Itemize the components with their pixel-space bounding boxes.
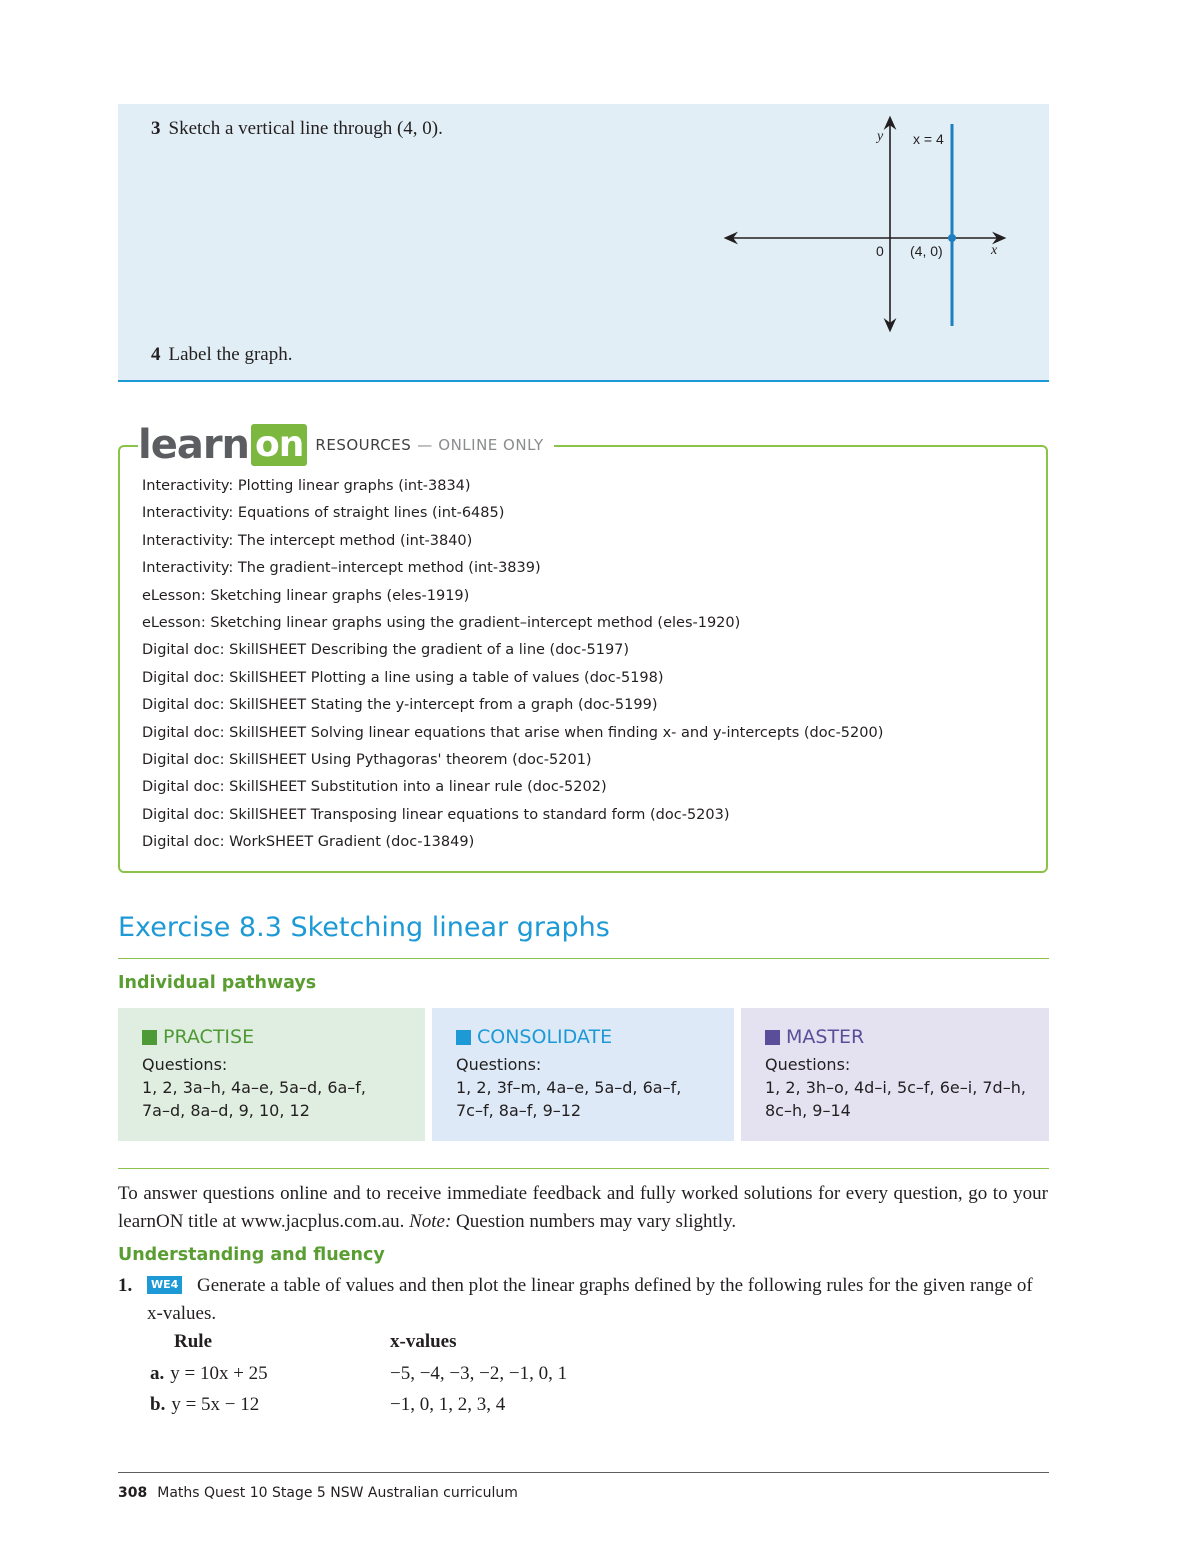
square-icon bbox=[765, 1030, 780, 1045]
note-label: Note: bbox=[409, 1211, 452, 1232]
online-instructions-text: To answer questions online and to receive immediate feedback and fully worked solutions for every question, go to your learnON title at www.jacplus.com.au. bbox=[118, 1183, 1048, 1232]
resource-link[interactable]: Digital doc: SkillSHEET Solving linear equations that arise when finding x- and y-intercepts (doc-5200) bbox=[142, 724, 884, 741]
pathway-consolidate-title bbox=[456, 1026, 734, 1049]
questions-line-1: 1, 2, 3h–o, 4d–i, 5c–f, 6e–i, 7d–h, bbox=[765, 1078, 1026, 1097]
note-text: Question numbers may vary slightly. bbox=[456, 1211, 737, 1232]
resources-label: RESOURCES bbox=[315, 436, 412, 454]
line-label: x = 4 bbox=[913, 131, 944, 147]
resources-dash: — bbox=[417, 436, 433, 454]
pathway-practise bbox=[118, 1008, 425, 1141]
online-instructions bbox=[118, 1180, 1048, 1236]
questions-line-1: 1, 2, 3a–h, 4a–e, 5a–d, 6a–f, bbox=[142, 1078, 367, 1097]
pathway-master-label: MASTER bbox=[786, 1026, 865, 1048]
square-icon bbox=[142, 1030, 157, 1045]
learnon-logo-learn: learn bbox=[138, 422, 250, 468]
pathway-master bbox=[741, 1008, 1049, 1141]
learnon-logo-on: on bbox=[251, 424, 307, 466]
questions-label: Questions: bbox=[142, 1055, 228, 1074]
resource-list bbox=[142, 476, 883, 859]
learnon-header bbox=[138, 422, 554, 468]
column-header-rule: Rule bbox=[174, 1331, 212, 1352]
footer bbox=[118, 1485, 518, 1501]
pathway-consolidate bbox=[432, 1008, 734, 1141]
pathway-practise-title bbox=[142, 1026, 425, 1049]
book-title: Maths Quest 10 Stage 5 NSW Australian curriculum bbox=[157, 1485, 518, 1501]
worked-example-badge[interactable]: WE4 bbox=[147, 1276, 182, 1294]
worked-example-box bbox=[118, 104, 1049, 382]
resource-link[interactable]: Digital doc: SkillSHEET Stating the y-intercept from a graph (doc-5199) bbox=[142, 697, 658, 714]
exercise-title: Exercise 8.3 Sketching linear graphs bbox=[118, 912, 610, 943]
question-1b bbox=[150, 1394, 259, 1416]
column-header-x-values: x-values bbox=[390, 1331, 457, 1352]
point-4-0 bbox=[948, 234, 956, 242]
questions-line-2: 7c–f, 8a–f, 9–12 bbox=[456, 1101, 582, 1120]
step-4-text: Label the graph. bbox=[168, 344, 293, 365]
resource-link[interactable]: Digital doc: SkillSHEET Describing the gradient of a line (doc-5197) bbox=[142, 642, 630, 659]
resource-link[interactable]: eLesson: Sketching linear graphs (eles-1919) bbox=[142, 587, 470, 604]
questions-label: Questions: bbox=[456, 1055, 542, 1074]
resource-link[interactable]: Interactivity: The gradient–intercept method (int-3839) bbox=[142, 560, 541, 577]
resource-link[interactable]: eLesson: Sketching linear graphs using the gradient–intercept method (eles-1920) bbox=[142, 614, 741, 631]
resource-link[interactable]: Interactivity: The intercept method (int-3840) bbox=[142, 532, 473, 549]
step-3 bbox=[151, 118, 443, 140]
pathway-practise-label: PRACTISE bbox=[163, 1026, 255, 1048]
page-number: 308 bbox=[118, 1485, 148, 1501]
step-4 bbox=[151, 344, 292, 366]
question-1b-rule: y = 5x − 12 bbox=[171, 1394, 260, 1415]
resource-link[interactable]: Digital doc: WorkSHEET Gradient (doc-13849) bbox=[142, 834, 475, 851]
footer-divider bbox=[118, 1472, 1049, 1473]
pathway-consolidate-label: CONSOLIDATE bbox=[477, 1026, 613, 1048]
divider bbox=[118, 1168, 1049, 1169]
point-label: (4, 0) bbox=[910, 243, 943, 259]
x-axis-label: x bbox=[991, 243, 998, 258]
questions-line-2: 8c–h, 9–14 bbox=[765, 1101, 851, 1120]
questions-line-1: 1, 2, 3f–m, 4a–e, 5a–d, 6a–f, bbox=[456, 1078, 682, 1097]
questions-line-2: 7a–d, 8a–d, 9, 10, 12 bbox=[142, 1101, 310, 1120]
question-1-number: 1. bbox=[118, 1275, 133, 1296]
divider bbox=[118, 958, 1049, 959]
questions-label: Questions: bbox=[765, 1055, 851, 1074]
resource-link[interactable]: Interactivity: Equations of straight lines (int-6485) bbox=[142, 505, 505, 522]
square-icon bbox=[456, 1030, 471, 1045]
y-axis-label: y bbox=[877, 129, 884, 144]
question-1a-rule: y = 10x + 25 bbox=[170, 1363, 268, 1384]
pathway-master-title bbox=[765, 1026, 1049, 1049]
step-4-number: 4 bbox=[151, 344, 161, 365]
pathways-heading: Individual pathways bbox=[118, 973, 317, 993]
online-only-label: ONLINE ONLY bbox=[438, 436, 544, 454]
resource-link[interactable]: Digital doc: SkillSHEET Plotting a line using a table of values (doc-5198) bbox=[142, 669, 664, 686]
step-3-text: Sketch a vertical line through (4, 0). bbox=[168, 118, 443, 139]
question-1b-x-values: −1, 0, 1, 2, 3, 4 bbox=[390, 1394, 506, 1415]
resource-link[interactable]: Digital doc: SkillSHEET Substitution into a linear rule (doc-5202) bbox=[142, 779, 607, 796]
resource-link[interactable]: Digital doc: SkillSHEET Using Pythagoras' theorem (doc-5201) bbox=[142, 751, 592, 768]
understanding-fluency-heading: Understanding and fluency bbox=[118, 1245, 385, 1265]
question-1a-x-values: −5, −4, −3, −2, −1, 0, 1 bbox=[390, 1363, 568, 1384]
question-1-text: Generate a table of values and then plot the linear graphs defined by the following rules for the given range of x-values. bbox=[147, 1275, 1033, 1324]
question-1a bbox=[150, 1363, 268, 1385]
vertical-line-graph bbox=[718, 114, 1018, 334]
resource-link[interactable]: Digital doc: SkillSHEET Transposing linear equations to standard form (doc-5203) bbox=[142, 806, 730, 823]
resource-link[interactable]: Interactivity: Plotting linear graphs (int-3834) bbox=[142, 478, 471, 494]
step-3-number: 3 bbox=[151, 118, 161, 139]
question-1a-label: a. bbox=[150, 1363, 165, 1384]
origin-label: 0 bbox=[876, 243, 884, 259]
question-1b-label: b. bbox=[150, 1394, 166, 1415]
